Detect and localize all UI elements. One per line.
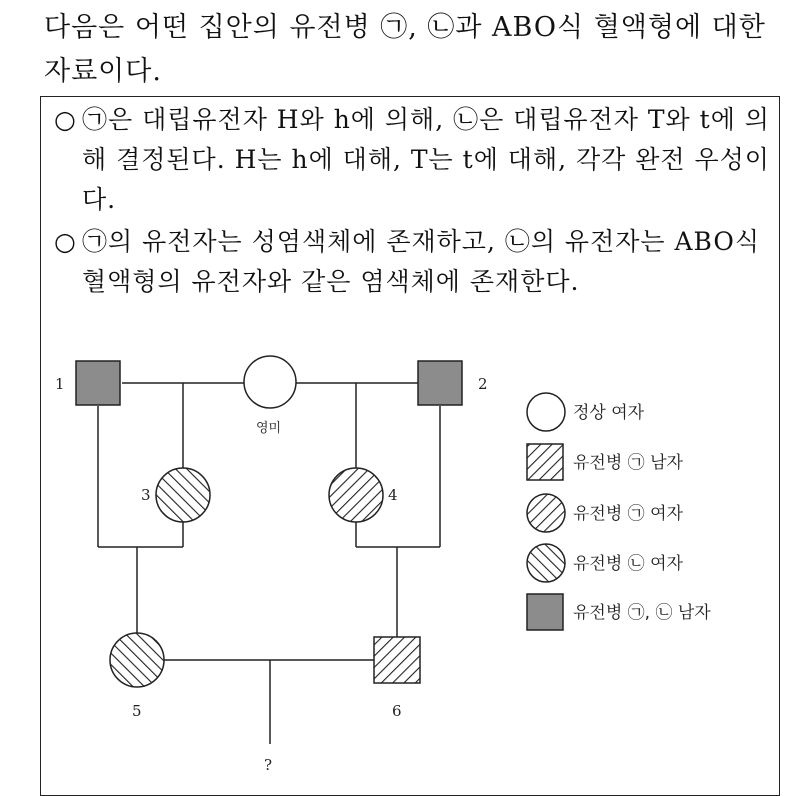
label-6: 6 <box>392 702 402 720</box>
individual-2-male-symbol <box>418 361 462 405</box>
condition-text-1: ㉠은 대립유전자 H와 h에 의해, ㉡은 대립유전자 T와 t에 의해 결정된다. H는 h에 대해, T는 t에 대해, 각각 완전 우성이다. <box>82 105 770 214</box>
individual-1-male-symbol <box>76 361 120 405</box>
label-child-unknown: ? <box>264 756 273 774</box>
pedigree-lines <box>98 383 440 744</box>
label-1: 1 <box>55 375 65 393</box>
legend-disease-ab-male-symbol <box>527 594 563 630</box>
legend-disease-a-female-symbol <box>527 494 565 532</box>
intro-text: 다음은 어떤 집안의 유전병 ㉠, ㉡과 ABO식 혈액형에 대한 자료이다. <box>44 12 766 87</box>
legend-normal-female-symbol <box>527 393 565 431</box>
legend-disease-a-male-symbol <box>527 444 563 480</box>
label-yeongmi: 영미 <box>256 421 282 436</box>
bullet-icon: ○ <box>54 227 77 256</box>
individual-yeongmi-female-symbol <box>244 356 296 408</box>
legend <box>527 393 711 630</box>
legend-normal-female-label: 정상 여자 <box>573 403 645 423</box>
label-4: 4 <box>388 486 398 504</box>
condition-text-2: ㉠의 유전자는 성염색체에 존재하고, ㉡의 유전자는 ABO식 혈액형의 유전자와 같은 염색체에 존재한다. <box>82 227 761 296</box>
label-3: 3 <box>141 486 151 504</box>
legend-disease-ab-male-label: 유전병 ㉠, ㉡ 남자 <box>573 603 711 623</box>
label-5: 5 <box>132 702 142 720</box>
individual-6-male-symbol <box>374 637 420 683</box>
individual-5-female-symbol <box>110 633 164 687</box>
legend-disease-a-male-label: 유전병 ㉠ 남자 <box>573 453 683 473</box>
legend-disease-b-female-label: 유전병 ㉡ 여자 <box>573 554 683 574</box>
label-2: 2 <box>478 375 488 393</box>
individual-3-female-symbol <box>156 468 210 522</box>
legend-disease-b-female-symbol <box>527 544 565 582</box>
individual-4-female-symbol <box>329 468 383 522</box>
bullet-icon: ○ <box>54 105 77 134</box>
legend-disease-a-female-label: 유전병 ㉠ 여자 <box>573 504 683 524</box>
